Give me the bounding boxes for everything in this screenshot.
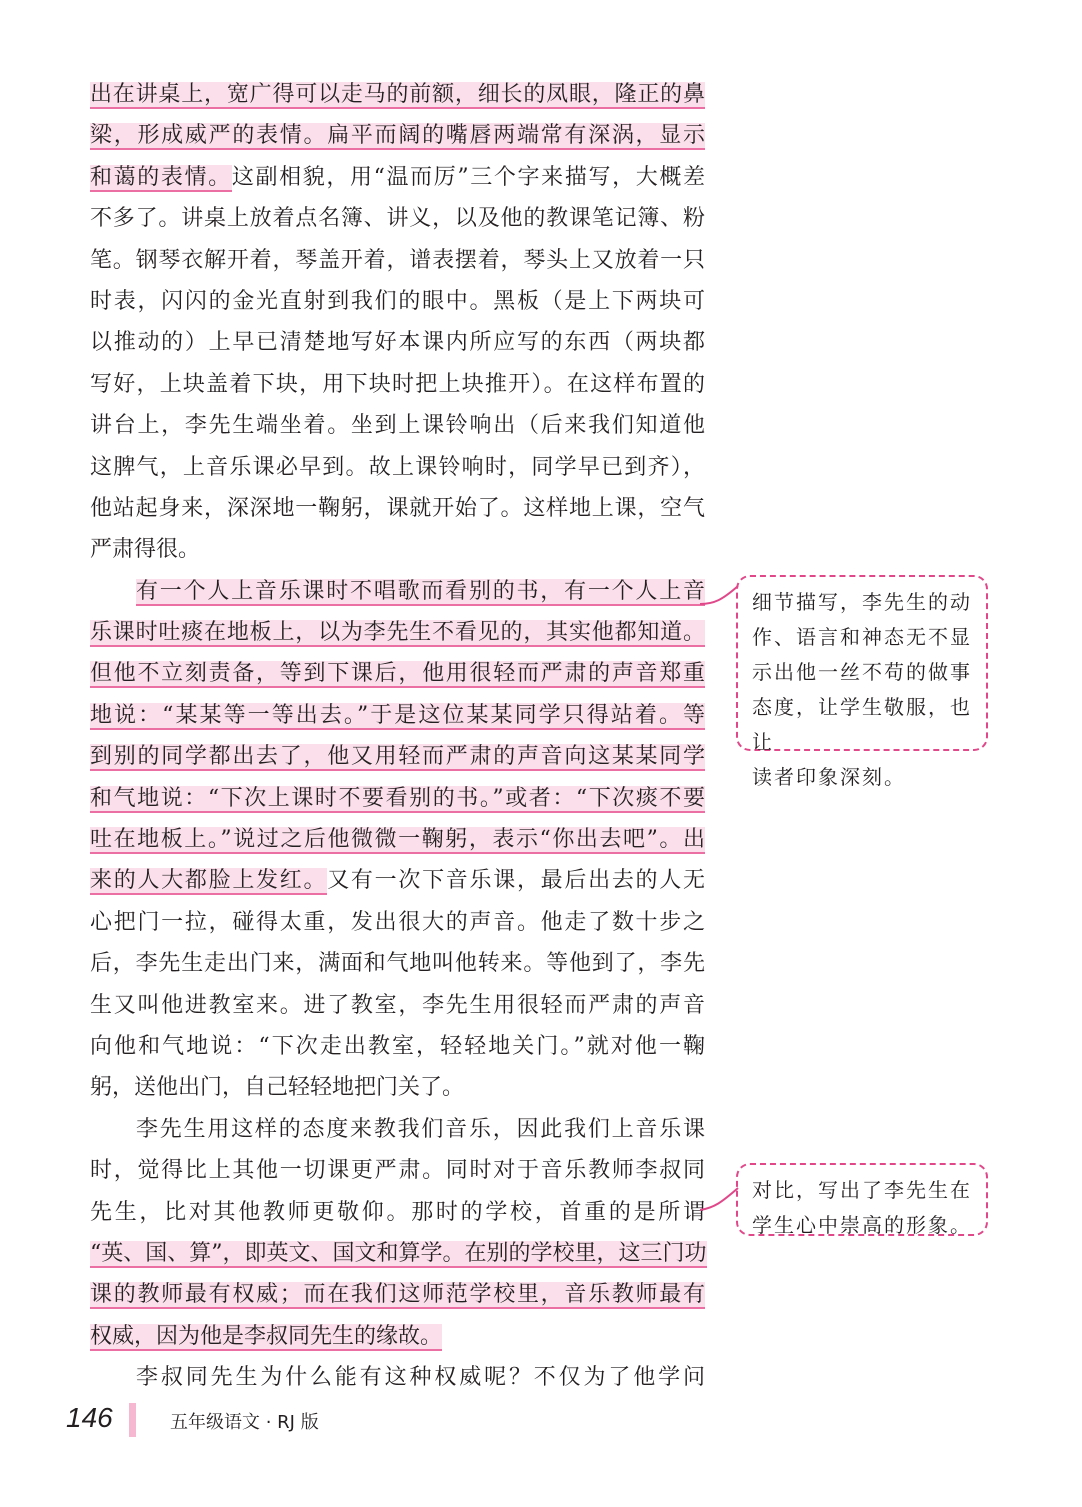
text-line: 时，觉得比上其他一切课更严肃。同时对于音乐教师李叔同 [90,1158,705,1184]
note-line: 示出他一丝不苟的做事 [752,660,972,684]
highlighted-text: 到别的同学都出去了，他又用轻而严肃的声音向这某某同学 [90,744,705,770]
text-line: 李先生用这样的态度来教我们音乐，因此我们上音乐课 [136,1116,705,1142]
note-line: 读者印象深刻。 [752,765,906,789]
text-line [90,860,705,901]
text-line: 后，李先生走出门来，满面和气地叫他转来。等他到了，李先 [90,951,705,977]
text-line: 他站起身来，深深地一鞠躬，课就开始了。这样地上课，空气 [90,495,705,521]
text-line: 心把门一拉，碰得太重，发出很大的声音。他走了数十步之 [90,909,705,935]
text-line: 讲台上，李先生端坐着。坐到上课铃响出（后来我们知道他 [90,413,705,439]
page-number: 146 [66,1402,113,1433]
paragraph-1 [90,74,705,571]
highlighted-text: 梁，形成威严的表情。扁平而阔的嘴唇两端常有深涡，显示 [90,123,705,149]
note-1-connector [700,580,740,610]
book-title: 五年级语文 · RJ 版 [170,1412,319,1433]
note-line: 学生心中崇高的形象。 [752,1213,972,1237]
annotation-note-contrast [736,1163,988,1236]
text-line: 向他和气地说：“下次走出教室，轻轻地关门。”就对他一鞠 [90,1033,705,1059]
text-line: 以推动的）上早已清楚地写好本课内所应写的东西（两块都 [90,330,705,356]
text-line: 写好，上块盖着下块，用下块时把上块推开）。在这样布置的 [90,371,705,397]
note-line: 作、语言和神态无不显 [752,625,972,649]
highlighted-text: 出在讲桌上，宽广得可以走马的前额，细长的凤眼，隆正的鼻 [90,82,705,107]
paragraph-3 [90,1109,705,1357]
highlighted-text: 课的教师最有权威；而在我们这师范学校里，音乐教师最有 [90,1282,705,1308]
footer-divider [129,1403,136,1437]
note-line: 细节描写，李先生的动 [752,590,972,614]
highlighted-text: 有一个人上音乐课时不唱歌而看别的书，有一个人上音 [136,578,705,604]
paragraph-4 [90,1357,705,1398]
note-2-connector [700,1182,740,1212]
text-line: 笔。钢琴衣解开着，琴盖开着，谱表摆着，琴头上又放着一只 [90,247,705,273]
plain-text: 这副相貌，用“温而厉”三个字来描写，大概差 [231,164,705,190]
note-line: 对比，写出了李先生在 [752,1178,972,1202]
text-line [90,157,705,198]
paragraph-2 [90,571,705,1109]
highlighted-text: 吐在地板上。”说过之后他微微一鞠躬，表示“你出去吧”。出 [90,827,705,853]
plain-text: 又有一次下音乐课，最后出去的人无 [327,868,705,894]
text-line: 严肃得很。 [90,537,201,563]
text-line: 躬，送他出门，自己轻轻地把门关了。 [90,1075,465,1101]
text-line: 这脾气，上音乐课必早到。故上课铃响时，同学早已到齐）， [90,454,705,480]
text-line: 生又叫他进教室来。进了教室，李先生用很轻而严肃的声音 [90,992,705,1018]
text-line: 李叔同先生为什么能有这种权威呢？不仅为了他学问 [136,1365,705,1391]
highlighted-text: 来的人大都脸上发红。 [90,868,328,894]
highlighted-text: 和蔼的表情。 [90,164,232,190]
annotation-note-detail [736,575,988,789]
highlighted-text: 乐课时吐痰在地板上，以为李先生不看见的，其实他都知道。 [90,620,705,646]
text-line: 时表，闪闪的金光直射到我们的眼中。黑板（是上下两块可 [90,288,705,314]
note-line: 态度，让学生敬服，也让 [752,695,972,754]
highlighted-text: “英、国、算”，即英文、国文和算学。在别的学校里，这三门功 [90,1240,707,1266]
highlighted-text: 权威，因为他是李叔同先生的缘故。 [90,1323,443,1349]
highlighted-text: 但他不立刻责备，等到下课后，他用很轻而严肃的声音郑重 [90,661,705,687]
text-line: 不多了。讲桌上放着点名簿、讲义，以及他的教课笔记簿、粉 [90,206,705,232]
highlighted-text: 和气地说：“下次上课时不要看别的书。”或者：“下次痰不要 [90,785,705,811]
highlighted-text: 地说：“某某等一等出去。”于是这位某某同学只得站着。等 [90,702,705,728]
text-line: 先生，比对其他教师更敬仰。那时的学校，首重的是所谓 [90,1199,705,1225]
article-body [90,74,705,1399]
